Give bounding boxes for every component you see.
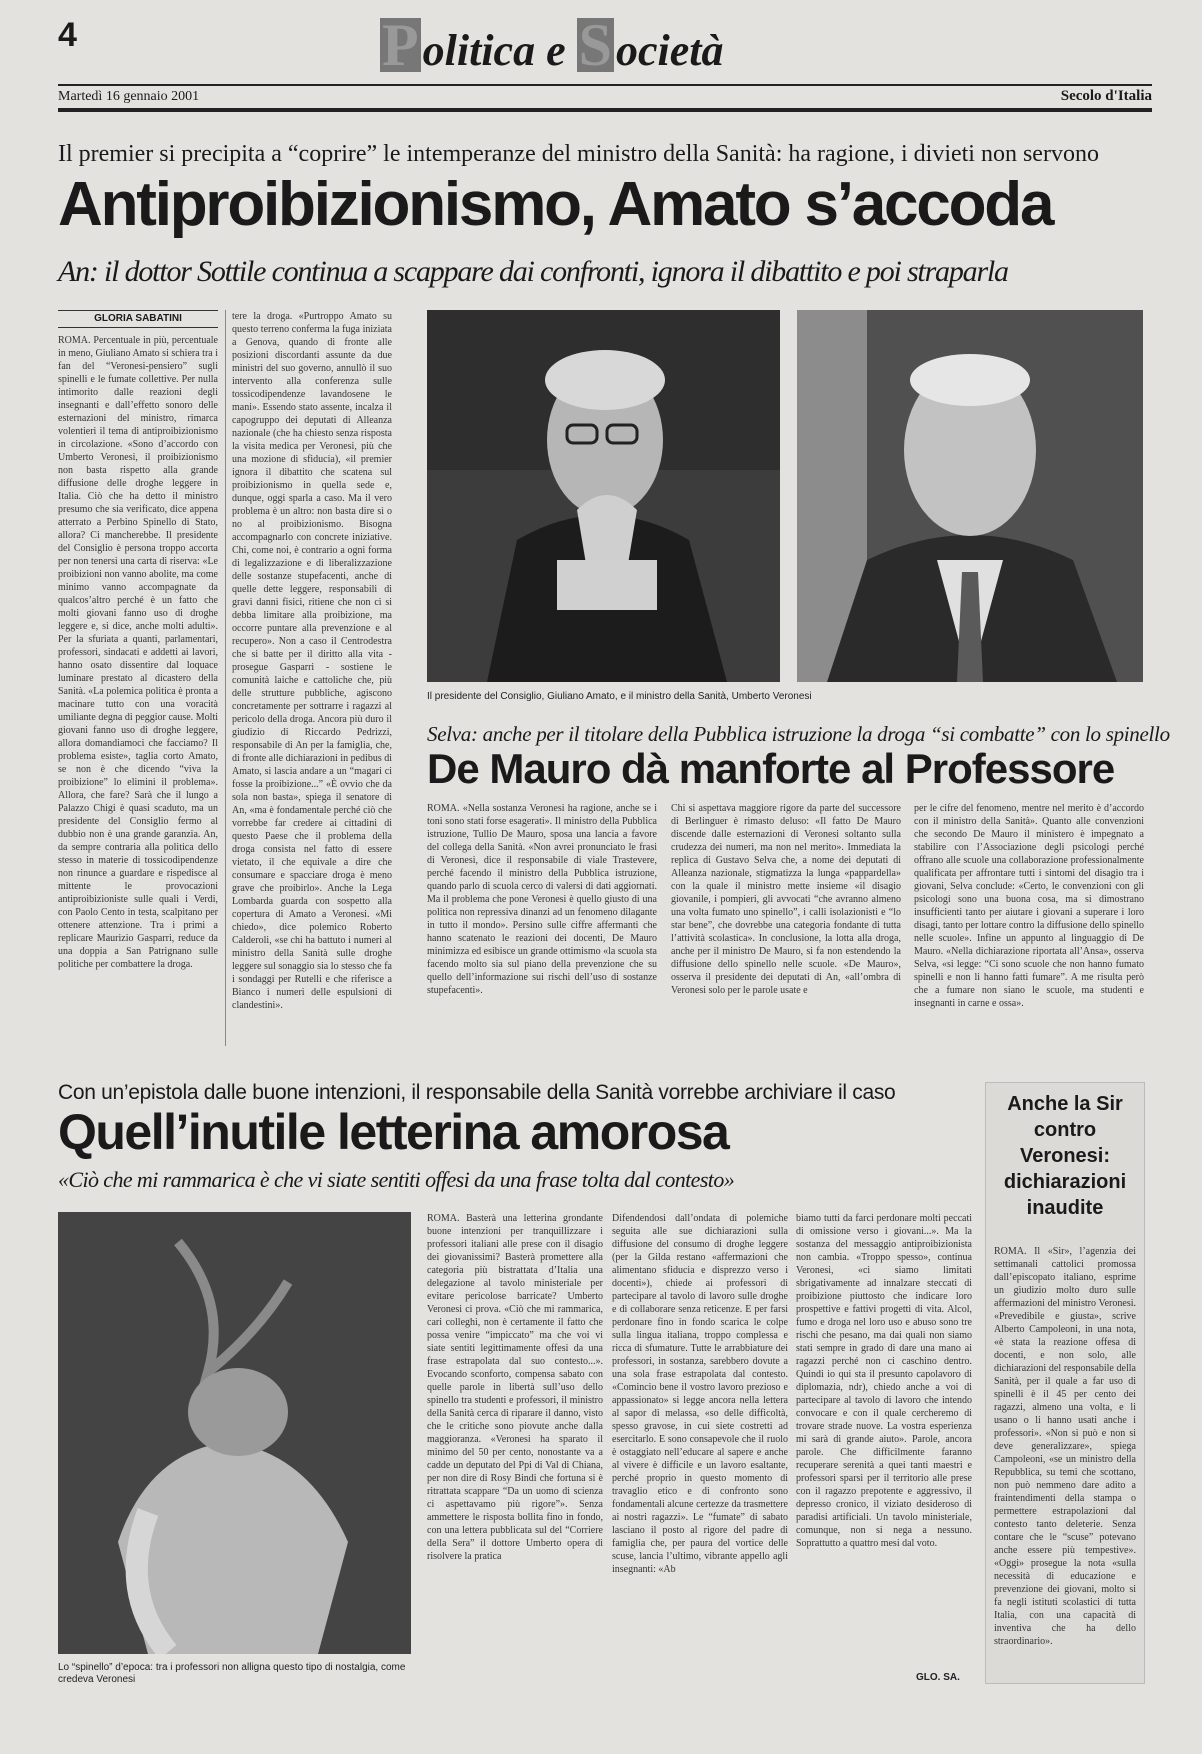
section-title-cap-s: S (578, 12, 612, 78)
section-title (380, 12, 820, 78)
photo-veronesi-figure (797, 310, 1143, 682)
photo-smoker-figure (58, 1212, 411, 1654)
second-kicker: Selva: anche per il titolare della Pubblica istruzione la droga “si combatte” con lo spinello (427, 722, 1170, 746)
section-title-word2: ocietà (616, 26, 724, 75)
photo-amato-figure (427, 310, 780, 682)
lead-byline: GLORIA SABATINI (58, 310, 218, 328)
second-column-3: per le cifre del fenomeno, mentre nel merito è d’accordo con il ministro della Sanità». Quanto alle convenzioni che secondo De Mauro il ministero è impegnato a stabilire con l’Associazione degli psicologi perché offrano alle scuole una collaborazione professionalmente qualificata per affrontare tutti i sintomi del disagio tra i giovani, Selva conclude: «Certo, le convenzioni con gli psicologi sono una buona cosa, ma si dimostrano insufficienti tanto per aiutare i giovani a superare i loro disagi, tanto per lottare contro la diffusione dello spinello nelle scuole». Infine un appunto al linguaggio di De Mauro. «Nella dichiarazione riportata all’Ansa», osserva Selva, «si legge: “Ci sono scuole che non hanno fumato spinelli e non li hanno fatti fumare”. A me risulta però che a fumare non siano le scuole, ma studenti e insegnanti in carne e ossa». (914, 803, 1144, 1009)
lead-kicker: Il premier si precipita a “coprire” le intemperanze del ministro della Sanità: ha ragione, i divieti non servono (58, 141, 1099, 167)
third-kicker: Con un’epistola dalle buone intenzioni, il responsabile della Sanità vorrebbe archiviare il caso (58, 1081, 896, 1104)
photo-veronesi (797, 310, 1143, 682)
second-column-1: ROMA. «Nella sostanza Veronesi ha ragione, anche se i toni sono stati forse esagerati». Il ministro della Pubblica istruzione, Tullio De Mauro, sposa una lancia a favore del collega della Sanità. «Non avrei pronunciato le frasi di Veronesi, dice il responsabile di viale Trastevere, perché facendo il ministro della Pubblica istruzione, quando parlo di scuola cerco di valersi di dati aggiornati. Ma il problema che pone Veronesi è quello giusto di una politica non repressiva dinanzi ad un fenomeno dilagante in tutto il mondo». Persino sulle ciffre affermanti che hanno scatenato le reazioni dei docenti, De Mauro minimizza ed esibisce un grande ottimismo «la scuola sta facendo molto sia sul piano della prevenzione che su quello dell’informazione sui rischi dell’uso di sostanze stupefacenti». (427, 803, 657, 996)
header-rule-bottom (58, 108, 1152, 112)
second-headline: De Mauro dà manforte al Professore (427, 745, 1115, 792)
photo-caption-smoker: Lo “spinello” d’epoca: tra i professori non alligna questo tipo di nostalgia, come credeva Veronesi (58, 1662, 406, 1685)
section-title-cap-p: P (382, 12, 419, 78)
photo-caption-lead: Il presidente del Consiglio, Giuliano Amato, e il ministro della Sanità, Umberto Veronesi (427, 691, 812, 702)
second-column-2: Chi si aspettava maggiore rigore da parte del successore di Berlinguer è rimasto deluso: «Il fatto De Mauro discende dalle esternazioni di Veronesi soltanto sulla crudezza dei numeri, ma non nel merito». Immediata la replica di Gustavo Selva che, a nome dei deputati di Alleanza nazionale, stigmatizza la lunga «pappardella» con la quale il ministro mette insieme «il disagio giovanile, i pompieri, gli avvocati “che avranno almeno una volta fumato uno spinello”, i calli isolazionisti e “lo star bene”, che dovrebbe una categoria fondante di tutta l’attività scolastica». In conclusione, la lotta alla droga, anche per il ministro De Mauro, si fa non estendendo la diffusione dello spinello nelle scuole. «De Mauro», osserva il presidente dei deputati di An, «all’ombra di Veronesi solo per le parole usate e (671, 803, 901, 996)
column-divider (225, 310, 226, 1046)
sidebar-title: Anche la Sir contro Veronesi: dichiarazioni inaudite (1003, 1093, 1127, 1219)
lead-subhead: An: il dottor Sottile continua a scappare dai confronti, ignora il dibattito e poi straparla (58, 255, 1008, 288)
third-column-2: Difendendosi dall’ondata di polemiche seguita alle sue dichiarazioni sulla diffusione del consumo di droghe leggere (per la Gilda restano «affermazioni che alimentano sfiducia e disprezzo verso i docenti»), chiede ai professori di partecipare al tavolo di lavoro sulle droghe e di collaborare senza reticenze. E per farsi perdonare fino in fondo scarica le colpe sulla lingua italiana, troppo complessa e ricca di sfumature. Tutte le arrabbiature dei professori, in sostanza, sarebbero dovute a una sola frase estrapolata dal contesto. «Comincio bene il vostro lavoro prezioso e appassionato» si legge ancora nella lettera al sapor di melassa, «so delle difficoltà, spesso gravose, in cui siete costretti ad esercitarlo. E sono consapevole che il ruolo è ostaggiato nell’educare al sapere e anche al vivere è difficile e un lavoro esaltante, perché proprio in questo momento di travaglio etico e di confronto sono fondamentali alcune certezze da trasmettere ai nostri ragazzi». Le “fumate” di sabato lasciano il posto al rigore del padre di famiglia che, per paura del vortice delle scuse, lancia l’ultimo, vibrante appello agli insegnanti: «Ab (612, 1213, 788, 1575)
third-column-1: ROMA. Basterà una letterina grondante buone intenzioni per tranquillizzare i professori italiani alle prese con il disagio dei giovanissimi? Basterà promettere alla categoria più bistrattata d’Italia una delegazione al tavolo ministeriale per evitare pericolose barricate? Umberto Veronesi ci prova. «Ciò che mi rammarica, cari colleghi, non è certamente il fatto che possa venire “impiccato” ma che voi vi siate sentiti legittimamente offesi da una frase estrapolata dal suo contesto...». Evocando sconforto, compensa sabato con quelle parole in libertà sull’uso dello spinello tra studenti e professori, il ministro della Sanità cerca di riparare il danno, visto che le critiche sono piovute anche dalla maggioranza. «Veronesi ha sparato il minimo del 50 per cento, nonostante va a cadde un deputato del Ppi di Val di Chiana, per non dire di Rosy Bindi che fortuna si è ritrattata scappare “Da un uomo di scienza ci aspettavamo più rigore”». Senza ammettere le risposta bollita fino in fondo, con una lettera pubblicata sul del “Corriere della Sera” il dottore Umberto opera di risolvere la pratica (427, 1213, 603, 1562)
sidebar-box (985, 1082, 1145, 1684)
header-rule-top (58, 84, 1152, 86)
third-subhead: «Ciò che mi rammarica è che vi siate sentiti offesi da una frase tolta dal contesto» (58, 1167, 735, 1192)
section-title-word1: olitica e (422, 26, 577, 75)
photo-amato (427, 310, 780, 682)
newspaper-name: Secolo d'Italia (1060, 88, 1152, 104)
third-headline: Quell’inutile letterina amorosa (58, 1104, 729, 1160)
sidebar-body: ROMA. Il «Sir», l’agenzia dei settimanali cattolici promossa dall’episcopato italiano, esprime un giudizio molto duro sulle affermazioni del ministro Veronesi. «Prevedibile e giusta», scrive Alberto Campoleoni, in una nota, «è stata la reazione offesa di docenti, e non solo, alle dichiarazioni del responsabile della Sanità, per il quale a far uso di spinelli è il 45 per cento dei ragazzi, almeno una volta, e li usano o li hanno usati anche i professori». «Non si può e non si deve generalizzare», spiega Campoleoni, «se un ministro della Repubblica, su temi che scottano, non può nemmeno dare adito a fraintendimenti della stampa o permettere estrapolazioni dal contesto tanto deleterie. Senza contare che le “scuse” potevano anche essere più tempestive». «Oggi» prosegue la nota «sulla necessità di educazione e prevenzione dei giovani, molto si fa negli istituti scolastici di tutta Italia, con una capacità di inventiva che ha dello straordinario». (994, 1246, 1136, 1647)
third-column-3: biamo tutti da farci perdonare molti peccati di omissione verso i giovani...». Ma la sostanza del messaggio antiproibizionista non cambia. «Troppo spesso», continua Veronesi, «ci siamo limitati sbrigativamente ad innalzare steccati di proibizione piuttosto che indicare loro prospettive e fattivi progetti di vita. Alcol, fumo e droga nel loro uso e abuso sono tre rischi che pesano, ma dai quali non siamo stati sempre in grado di dare una mano ai ragazzi perché non ci caschino dentro. Quindi io qui sta il presunto capolavoro di diplomazia, ndr), chiedo anche a voi di partecipare al tavolo di lavoro che intendo convocare e con il quale cercheremo di trovare strade nuove. La vostra esperienza mi sarà di grande aiuto». Parole, ancora parole. Che difficilmente faranno recuperare serenità a quei tanti maestri e professori sparsi per il territorio alle prese con il ragazzo prepotente e aggressivo, il depresso cronico, il viziato desideroso di paradisi artificiali. Un tavolo ministeriale, comunque, non si nega a nessuno. Soprattutto a quattro mesi dal voto. (796, 1213, 972, 1549)
page-number: 4 (58, 16, 77, 54)
lead-column-1: ROMA. Percentuale in più, percentuale in meno, Giuliano Amato si schiera tra i fan del “Veronesi-pensiero” sugli spinelli e le fumate collettive. Per nulla intimorito dalle reazioni degli insegnanti e dall’effetto sonoro delle esternazioni del ministro, rimarca volentieri il tema di antiproibizionismo in circolazione. «Sono d’accordo con Umberto Veronesi, il proibizionismo non basta rispetto alla grande diffusione delle droghe leggere in Italia. Ciò che ha detto il ministro presumo che sia verificato, dice appena atterrato a Perbino Spinello di Stato, allora? Ci mancherebbe. Il presidente del Consiglio è persona troppo accorta per non tenersi una carta di riserva: «Le proibizioni non vanno abolite, ma come minimo vanno accompagnate da qualcos’altro perché è un fatto che molti giovani fanno uso di droghe leggere e, si dice, anche molti adulti». Per la sfuriata a quanti, parlamentari, professori, sindacati e addetti ai lavori, hanno osato dissentire dal loquace luminare prestato al dicastero della Sanità. «La polemica politica è pronta a macinare tutto con una voracità umiliante degna di peggior cause. Molti giovani fanno uso di droghe leggere, allora domandiamoci che facciamo? Il problema esiste», taglia corto Amato, se non è che dicendo “viva la proibizione” lo elimini il problema». Allora, che fare? Sarà che il lungo a Palazzo Chigi è quasi scaduto, ma un presidente del Consiglio fermo al dubbio non è una grande garanzia. An, da sempre contraria alla politica dello stesso in materie di tossicodipendenze non rinunce a guardare e rispedisce al mittente le provocazioni antiproibizioniste sulle quali i Verdi, con Paolo Cento in testa, scalpitano per ottenere attenzione. Tra i primi a replicare Maurizio Gasparri, reduce da una doppia a San Patrignano sulle politiche per combattere la droga. (58, 335, 218, 970)
photo-smoker (58, 1212, 411, 1654)
dateline: Martedì 16 gennaio 2001 (58, 89, 200, 104)
lead-column-2: tere la droga. «Purtroppo Amato su questo terreno conferma la fuga iniziata a Genova, quando di fronte alle posizioni discordanti assunte da due ministri del suo governo, annullò il suo intervento alla conferenza sulle tossicodipendenze lavandosene le mani». Essendo stato assente, incalza il capogruppo dei deputati di Alleanza nazionale (che ha chiesto senza risposta la visita medica per Veronesi, più che una mozione di sfiducia), «il premier ignora il dibattito che scatena sul proibizionismo in quella sede e, dunque, oggi sparla a caso. Ma il vero problema è un altro: non basta dire sì o no al proibizionismo. Bisogna accompagnarlo con concrete iniziative. Chi, come noi, è contrario a ogni forma di legalizzazione e di liberalizzazione delle sostanze stupefacenti, anche di quelle dette leggere, responsabili di gravi danni fisici, ritiene che non ci si debba limitare alla proibizione, ma occorre puntare alla prevenzione e al recupero». Non a caso il Centrodestra che si batte per il diritto alla vita - prosegue Gasparri - sostiene le comunità laiche e cattoliche che, più delle strutture pubbliche, agiscono concretamente per sottrarre i ragazzi al pericolo della droga. Ancora più duro il giudizio di Riccardo Pedrizzi, responsabile di An per la famiglia, che, di fronte alle dichiarazioni in pedibus di Amato, si lascia andare a un “magari ci fosse la proibizione...” «È ovvio che da sola non basta», spiega il senatore di An, «ma è fondamentale perché ciò che vorrebbe far credere ai cittadini di questo Paese che il problema della droga consista nel fatto di essere vietato, il che equivale a dire che consumare e spacciare droga è meno grave che proibirlo». Anche la Lega Lombarda guarda con sospetto alla copertura di Amato a Veronesi. «Mi chiedo», dice polemico Roberto Calderoli, «se chi ha battuto i numeri al ministro della Sanità sulle droghe leggere sul sonaggio sia lo stesso che fa i sondaggi per Rutelli e che riferisce a Bianco i numeri delle espulsioni di clandestini». (232, 311, 392, 1011)
lead-headline: Antiproibizionismo, Amato s’accoda (58, 170, 1053, 239)
third-signature: GLO. SA. (916, 1672, 960, 1683)
